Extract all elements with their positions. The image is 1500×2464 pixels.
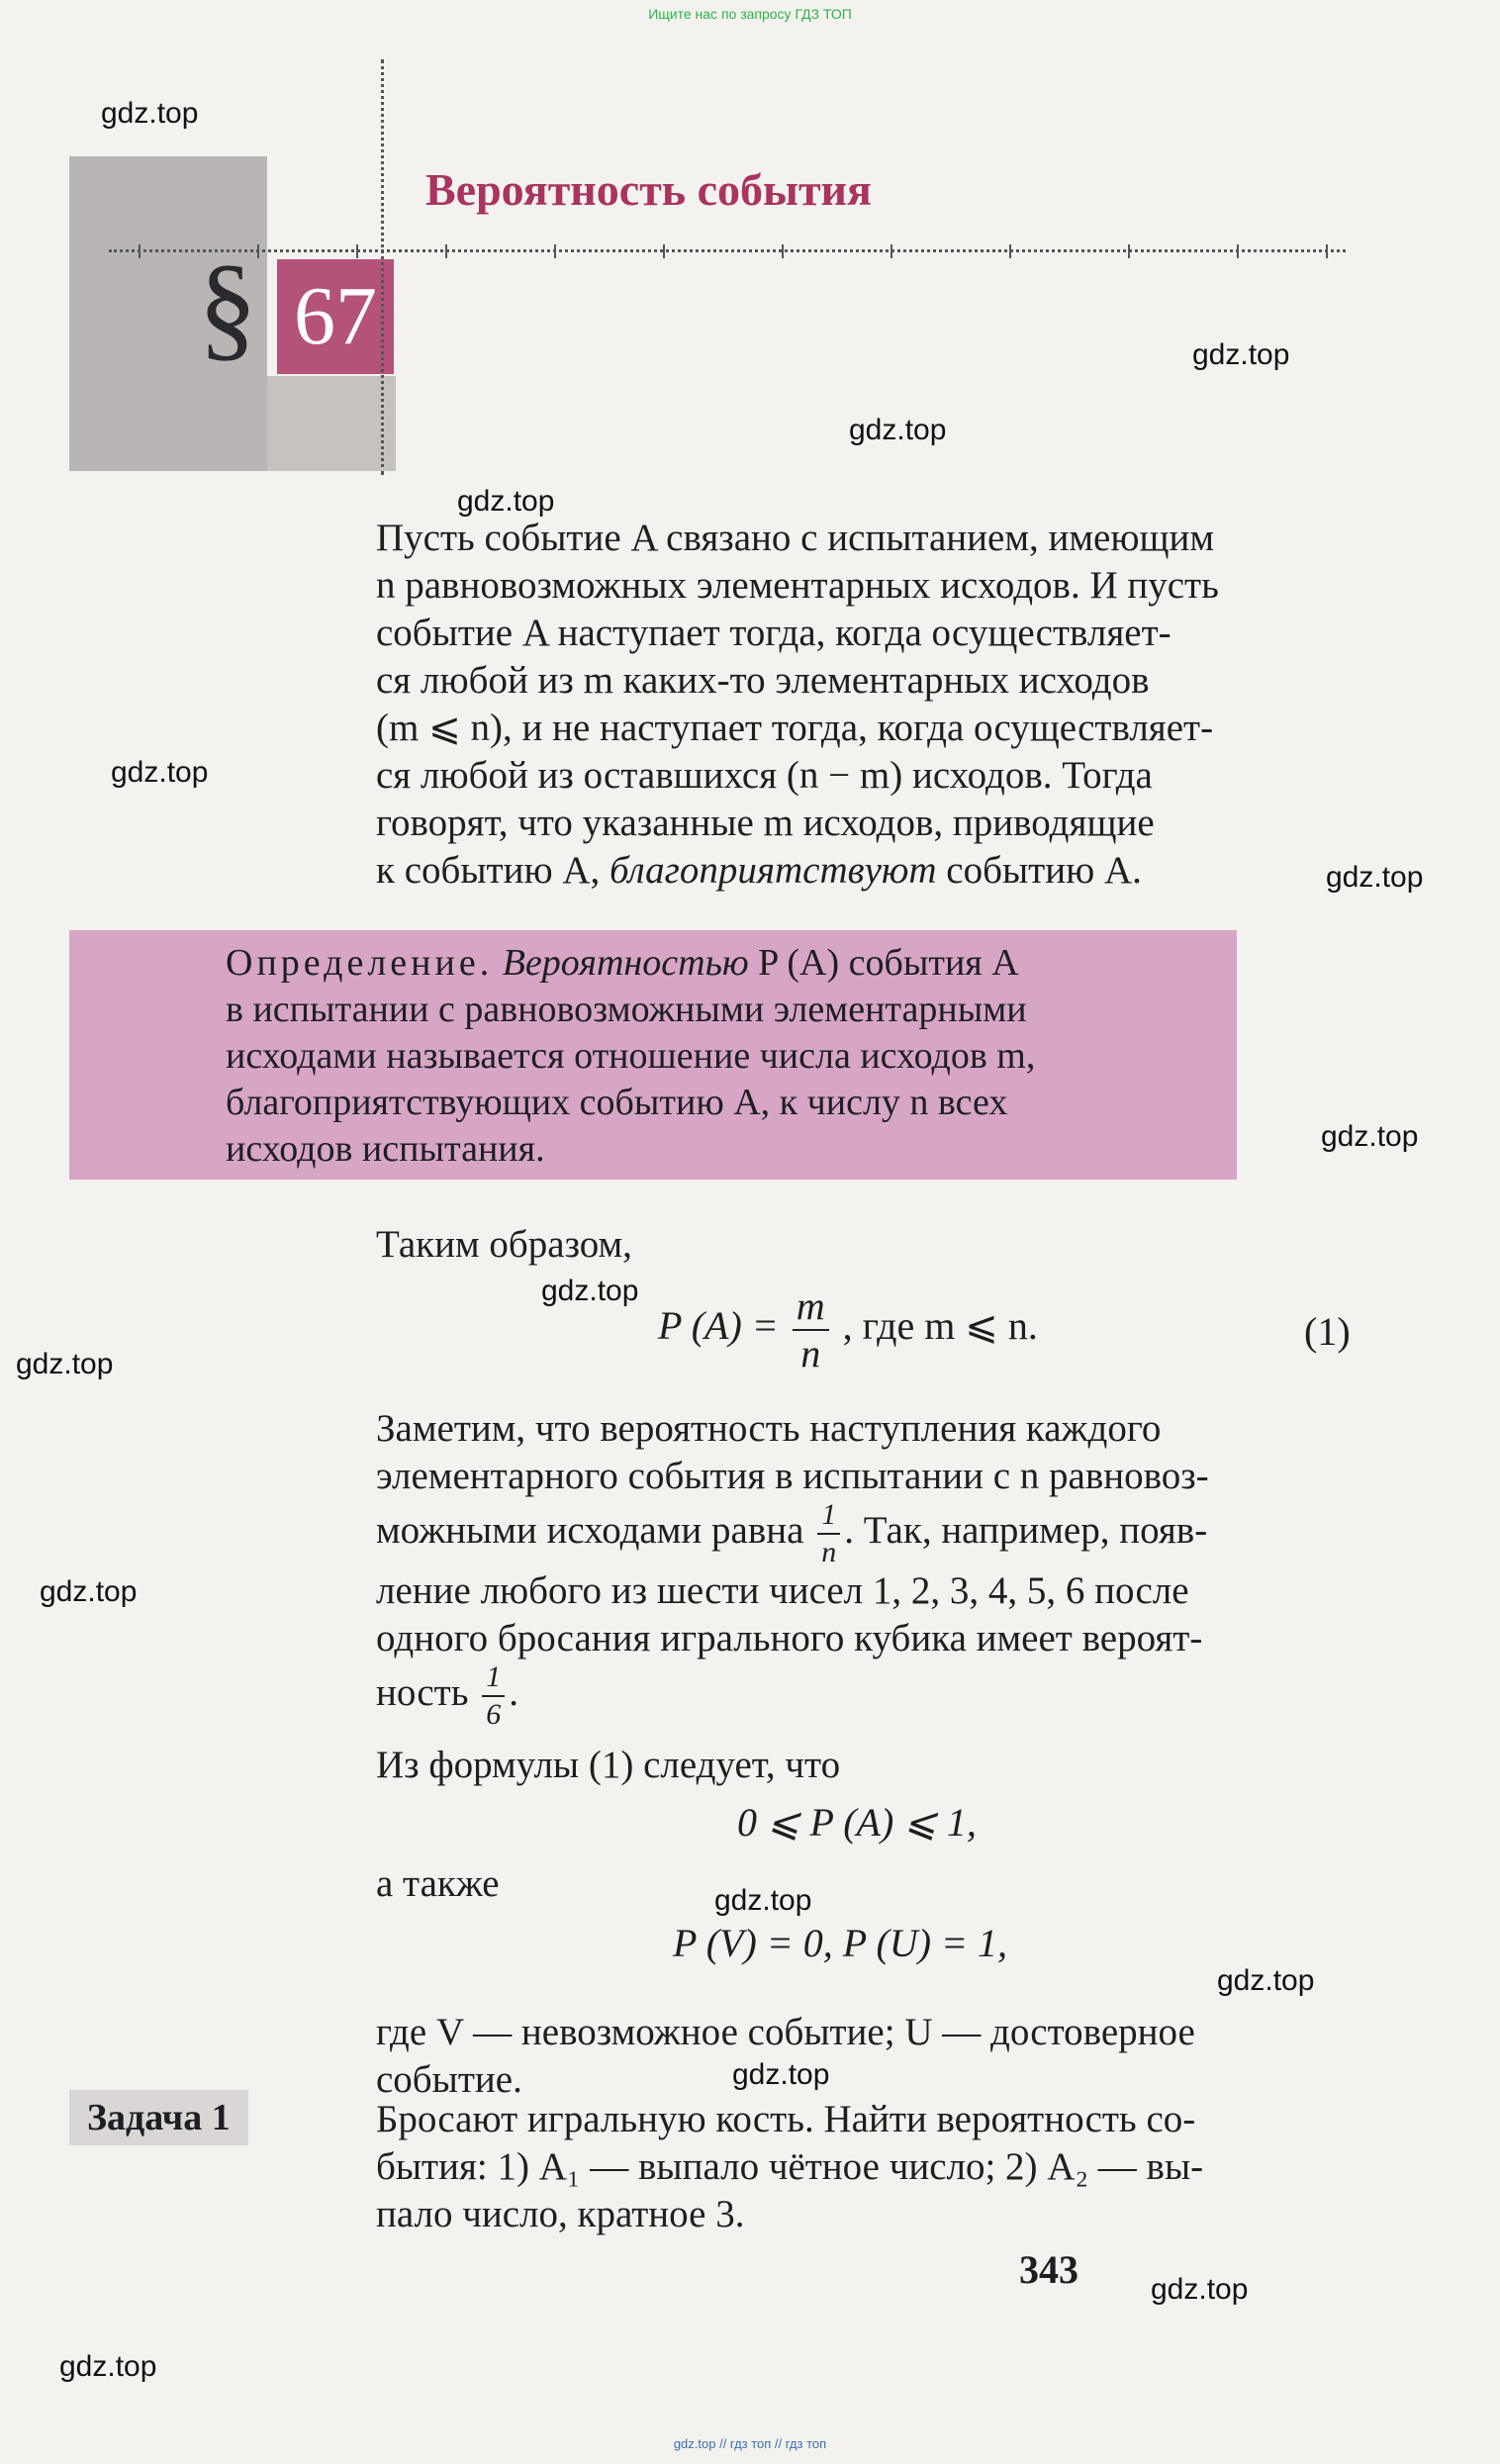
watermark: gdz.top [1192, 338, 1290, 371]
task-line: пало число, кратное 3. [376, 2193, 745, 2235]
intro-line: говорят, что указанные m исходов, приводящие [376, 802, 1155, 844]
formula-numerator: m [793, 1286, 829, 1331]
formula-denominator: n [800, 1331, 821, 1375]
definition-text [226, 940, 1215, 1173]
definition-line: исходов испытания. [226, 1128, 545, 1170]
section-sign: § [198, 240, 257, 372]
section-title: Вероятность события [425, 164, 872, 215]
header-ad[interactable]: Ищите нас по запросу ГДЗ ТОП [648, 6, 852, 22]
task-label: Задача 1 [69, 2090, 248, 2145]
intro-line: событие A наступает тогда, когда осуществляет- [376, 612, 1172, 654]
inequality-formula: 0 ⩽ P (A) ⩽ 1, [737, 1800, 977, 1845]
watermark: gdz.top [1321, 1120, 1419, 1153]
intro-line: ся любой из оставшихся (n − m) исходов. Тогда [376, 754, 1153, 797]
header-gray-block-lower [267, 376, 396, 471]
definition-line: Определение. Вероятностью P (A) события A [226, 942, 1019, 984]
note-line: одного бросания игрального кубика имеет вероят- [376, 1617, 1203, 1659]
note-line: элементарного события в испытании с n равновоз- [376, 1455, 1209, 1497]
formula-label: (1) [1304, 1309, 1351, 1354]
vertical-dotted-line [381, 59, 384, 475]
watermark: gdz.top [1217, 1964, 1315, 1997]
also-text: а также [376, 1862, 500, 1905]
page-number: 343 [1019, 2247, 1078, 2292]
definition-line: благоприятствующих событию A, к числу n всех [226, 1082, 1008, 1123]
where-line: где V — невозможное событие; U — достоверное [376, 2011, 1195, 2053]
intro-line: n равновозможных элементарных исходов. И пусть [376, 564, 1219, 607]
note-line: Заметим, что вероятность наступления каждого [376, 1407, 1162, 1450]
watermark: gdz.top [1326, 861, 1424, 894]
watermark: gdz.top [1151, 2273, 1249, 2306]
definition-term: Вероятностью [502, 942, 749, 984]
watermark: gdz.top [16, 1348, 114, 1380]
probability-formula: P (A) = $\frac{m}{n}$ , где m ⩽ n. [658, 1283, 1038, 1375]
watermark: gdz.top [732, 2058, 830, 2091]
watermark: gdz.top [101, 97, 199, 130]
intro-paragraph [376, 515, 1370, 895]
definition-line: исходами называется отношение числа исходов m, [226, 1035, 1036, 1077]
favorable-term: благоприятствуют [609, 849, 937, 892]
watermark: gdz.top [714, 1884, 812, 1917]
intro-line: (m ⩽ n), и не наступает тогда, когда осуществляет- [376, 707, 1214, 749]
footer-ad[interactable]: gdz.top // гдз топ // гдз топ [673, 2436, 827, 2451]
note-line: ление любого из шести чисел 1, 2, 3, 4, 5, 6 после [376, 1569, 1189, 1612]
where-paragraph [376, 2009, 1370, 2104]
bounds-formula: P (V) = 0, P (U) = 1, [673, 1921, 1008, 1965]
note-line: ность $\frac{1}{6}$ . [376, 1660, 518, 1731]
intro-line: Пусть событие A связано с испытанием, имеющим [376, 517, 1215, 559]
watermark: gdz.top [40, 1575, 138, 1608]
thus-text: Таким образом, [376, 1223, 632, 1266]
task-line: Бросают игральную кость. Найти вероятность со- [376, 2098, 1196, 2140]
header-dotted-rule [109, 249, 1346, 252]
definition-label: Определение. [226, 942, 494, 984]
intro-line: ся любой из m каких-то элементарных исходов [376, 659, 1150, 702]
note-paragraph [376, 1405, 1370, 1730]
task-paragraph [376, 2096, 1370, 2238]
watermark: gdz.top [541, 1275, 639, 1307]
watermark: gdz.top [111, 756, 209, 789]
note-line: можными исходами равна $\frac{1}{n}$ . Так, например, появ- [376, 1498, 1208, 1568]
section-number: 67 [277, 259, 394, 374]
watermark: gdz.top [457, 485, 555, 518]
definition-line: в испытании с равновозможными элементарными [226, 989, 1027, 1030]
task-line: бытия: 1) A₁ — выпало чётное число; 2) A₂ — вы- [376, 2145, 1204, 2188]
watermark: gdz.top [59, 2350, 157, 2383]
watermark: gdz.top [849, 414, 947, 446]
from-formula-text: Из формулы (1) следует, что [376, 1744, 841, 1786]
intro-line: к событию A, благоприятствуют событию A. [376, 849, 1142, 892]
where-line: событие. [376, 2058, 522, 2101]
